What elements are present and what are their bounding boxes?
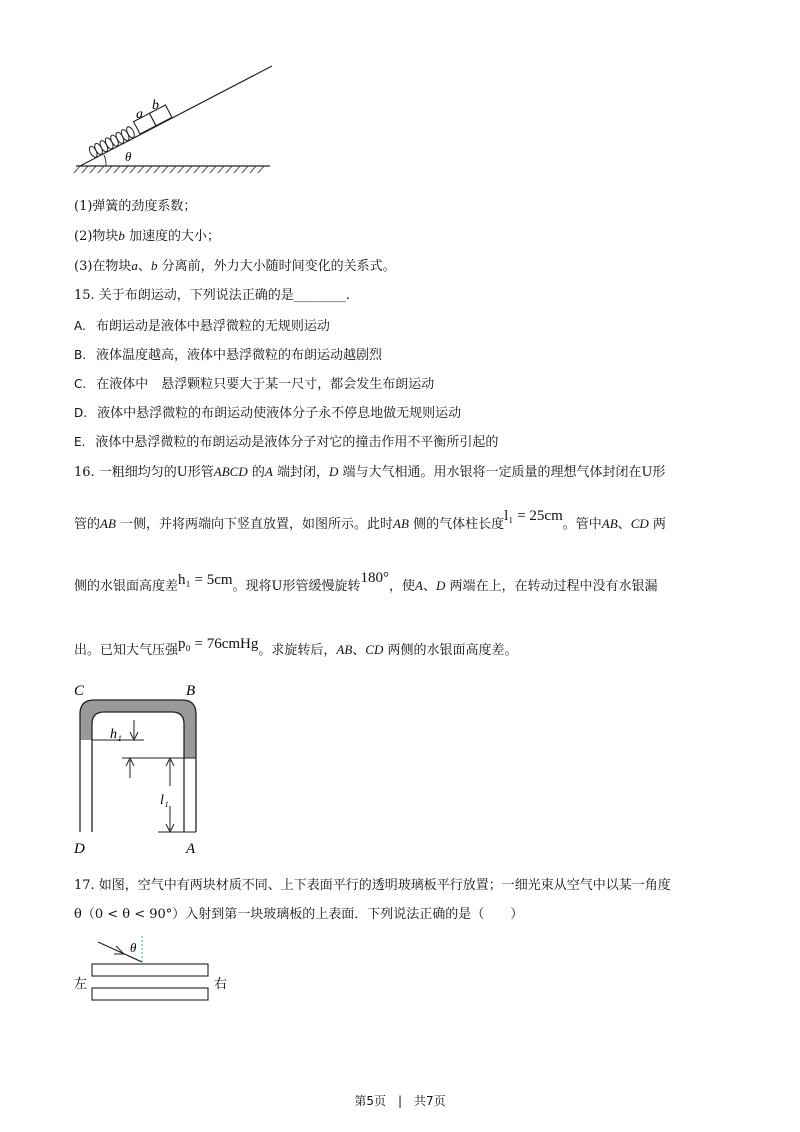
mercury-fill	[80, 700, 196, 758]
q16-line1: 16. 一粗细均匀的U形管ABCD 的A 端封闭，D 端与大气相通。用水银将一定质量的理想气体封闭在U形	[74, 464, 666, 480]
q15-option-c: C. 在液体中 悬浮颗粒只要大于某一尺寸，都会发生布朗运动	[74, 377, 435, 392]
label-right: 右	[214, 977, 228, 992]
q14-item1: (1)弹簧的劲度系数；	[74, 199, 197, 214]
incline-line	[80, 66, 272, 166]
q15-option-a: A. 布朗运动是液体中悬浮微粒的无规则运动	[74, 319, 330, 334]
q16-line3: 侧的水银面高度差h₁ = 5cm。现将U形管缓慢旋转180°，使A、D 两端在上，在转动过程中没有水银漏	[74, 570, 658, 594]
label-theta-glass: θ	[130, 940, 137, 955]
label-D: D	[74, 841, 85, 857]
label-B: B	[186, 683, 196, 699]
glass-plates-figure	[70, 932, 240, 1002]
q14-item2: (2)物块b 加速度的大小；	[74, 228, 221, 244]
tube-outer-wall	[80, 700, 196, 832]
page-footer: 第5页 | 共7页	[354, 1094, 446, 1108]
label-C: C	[74, 683, 85, 699]
utube-figure	[70, 680, 220, 860]
label-b: b	[152, 98, 159, 113]
q15-stem: 15. 关于布朗运动，下列说法正确的是________.	[74, 288, 350, 303]
q15-option-b: B. 液体温度越高，液体中悬浮微粒的布朗运动越剧烈	[74, 348, 383, 363]
q16-line4: 出。已知大气压强p₀ = 76cmHg。求旋转后，AB、CD 两侧的水银面高度差。	[74, 636, 518, 658]
ground-hatch	[74, 166, 264, 173]
label-theta: θ	[125, 149, 132, 164]
glass-plate-top	[92, 964, 208, 976]
label-h1: h₁	[110, 727, 122, 742]
q16-line2: 管的AB 一侧，并将两端向下竖直放置，如图所示。此时AB 侧的气体柱长度l₁ = 25cm。管中AB、CD 两	[74, 508, 666, 532]
label-l1: l₁	[160, 793, 169, 808]
label-A: A	[186, 841, 196, 857]
q15-option-d: D. 液体中悬浮微粒的布朗运动使液体分子永不停息地做无规则运动	[74, 406, 462, 421]
q15-option-e: E. 液体中悬浮微粒的布朗运动是液体分子对它的撞击作用不平衡所引起的	[74, 435, 499, 450]
label-a: a	[136, 107, 143, 122]
q17-line2: θ（0 < θ < 90°）入射到第一块玻璃板的上表面．下列说法正确的是（ ）	[74, 907, 524, 922]
incline-figure	[70, 60, 280, 180]
angle-arc	[104, 155, 106, 166]
glass-plate-bottom	[92, 988, 208, 1000]
q17-line1: 17. 如图，空气中有两块材质不同、上下表面平行的透明玻璃板平行放置；一细光束从空气中以某一角度	[74, 878, 671, 893]
label-left: 左	[74, 977, 88, 992]
q14-item3: (3)在物块a、b 分离前，外力大小随时间变化的关系式。	[74, 258, 396, 274]
